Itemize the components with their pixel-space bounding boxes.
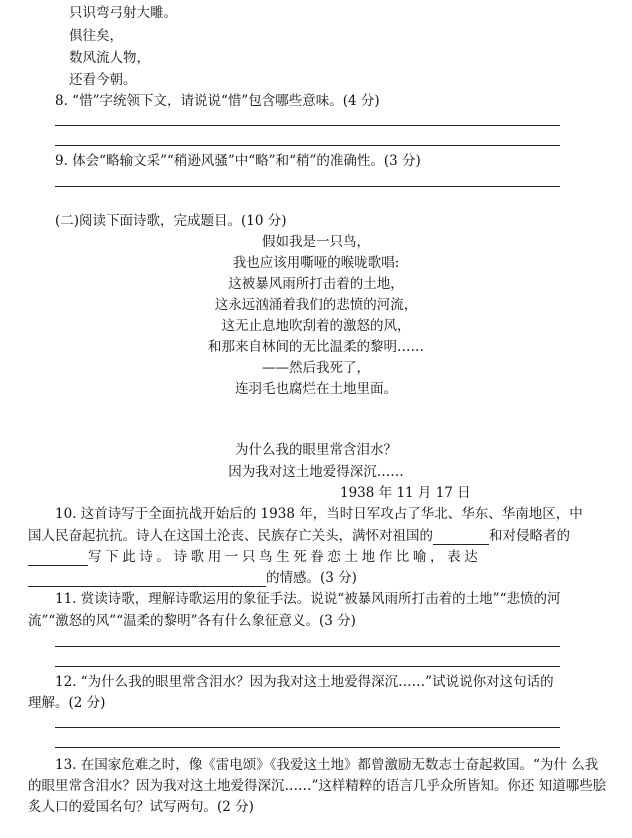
section-title: (二)阅读下面诗歌，完成题目。(10 分) (55, 213, 287, 229)
question-10-text: 和对侵略者的 (489, 528, 570, 544)
poem-line: 这永远汹涌着我们的悲愤的河流， (214, 297, 418, 313)
fill-blank[interactable] (28, 572, 266, 587)
poem-line: 为什么我的眼里常含泪水？ (235, 442, 397, 458)
question-13-line1: 13. 在国家危难之时，像《雷电颂》《我爱这土地》都曾激励无数志士奋起救国。“为什 么我 (55, 757, 599, 773)
poem-line: 俱往矣， (69, 28, 123, 44)
poem-line: 只识弯弓射大雕。 (69, 5, 177, 21)
question-10-line1: 10. 这首诗写于全面抗战开始后的 1938 年，当时日军攻占了华北、华东、华南地区，中 (55, 506, 583, 522)
answer-line[interactable] (55, 666, 560, 667)
poem-line: 还看今朝。 (69, 72, 137, 88)
fill-blank[interactable] (28, 551, 88, 566)
question-11-line2: 流”“激怒的风”“温柔的黎明”各有什么象征意义。(3 分) (28, 613, 356, 629)
poem-line: 连羽毛也腐烂在土地里面。 (235, 381, 397, 397)
question-10-text: 国人民奋起抗抗。诗人在这国土沦丧、民族存亡关头，满怀对祖国的 (28, 528, 433, 544)
poem-line: ——然后我死了， (262, 360, 370, 376)
poem-line: 因为我对这土地爱得深沉…… (228, 464, 404, 480)
answer-line[interactable] (55, 186, 560, 187)
question-13-line2: 的眼里常含泪水？因为我对这土地爱得深沉……”这样精粹的语言几乎众所皆知。你还 知道哪些脍 (28, 778, 607, 794)
question-8: 8. “惜”字统领下文，请说说“惜”包含哪些意味。(4 分) (55, 93, 380, 109)
poem-date: 1938 年 11 月 17 日 (340, 485, 471, 501)
poem-line: 假如我是一只鸟， (262, 234, 370, 250)
question-10-line4 (28, 569, 357, 587)
question-11-line1: 11. 赏读诗歌，理解诗歌运用的象征手法。说说“被暴风雨所打击着的土地”“悲愤的河 (55, 591, 561, 607)
question-12-line2: 理解。(2 分) (28, 695, 106, 711)
answer-line[interactable] (55, 747, 560, 748)
answer-line[interactable] (55, 125, 560, 126)
answer-line[interactable] (55, 727, 560, 728)
question-10-line2 (28, 527, 570, 545)
poem-line: 和那来自林间的无比温柔的黎明…… (208, 339, 424, 355)
poem-line: 我也应该用嘶哑的喉咙歌唱: (232, 255, 400, 271)
question-13-line3: 炙人口的爱国名句？试写两句。(2 分) (28, 799, 254, 815)
question-9: 9. 体会“略输文采”“稍逊风骚”中“略”和“稍”的准确性。(3 分) (55, 153, 421, 169)
fill-blank[interactable] (433, 530, 489, 545)
answer-line[interactable] (55, 145, 560, 146)
poem-line: 数风流人物， (69, 50, 150, 66)
question-12-line1: 12. “为什么我的眼里常含泪水？因为我对这土地爱得深沉……”试说说你对这句话的 (55, 674, 554, 690)
answer-line[interactable] (55, 646, 560, 647)
poem-line: 这无止息地吹刮着的激怒的风， (221, 318, 411, 334)
poem-line: 这被暴风雨所打击着的土地， (228, 276, 404, 292)
question-10-text: 的情感。(3 分) (266, 570, 357, 586)
question-10-text: 写下此诗。诗歌用一只鸟生死眷恋土地作比喻，表达 (88, 549, 482, 565)
question-10-line3 (28, 548, 481, 566)
